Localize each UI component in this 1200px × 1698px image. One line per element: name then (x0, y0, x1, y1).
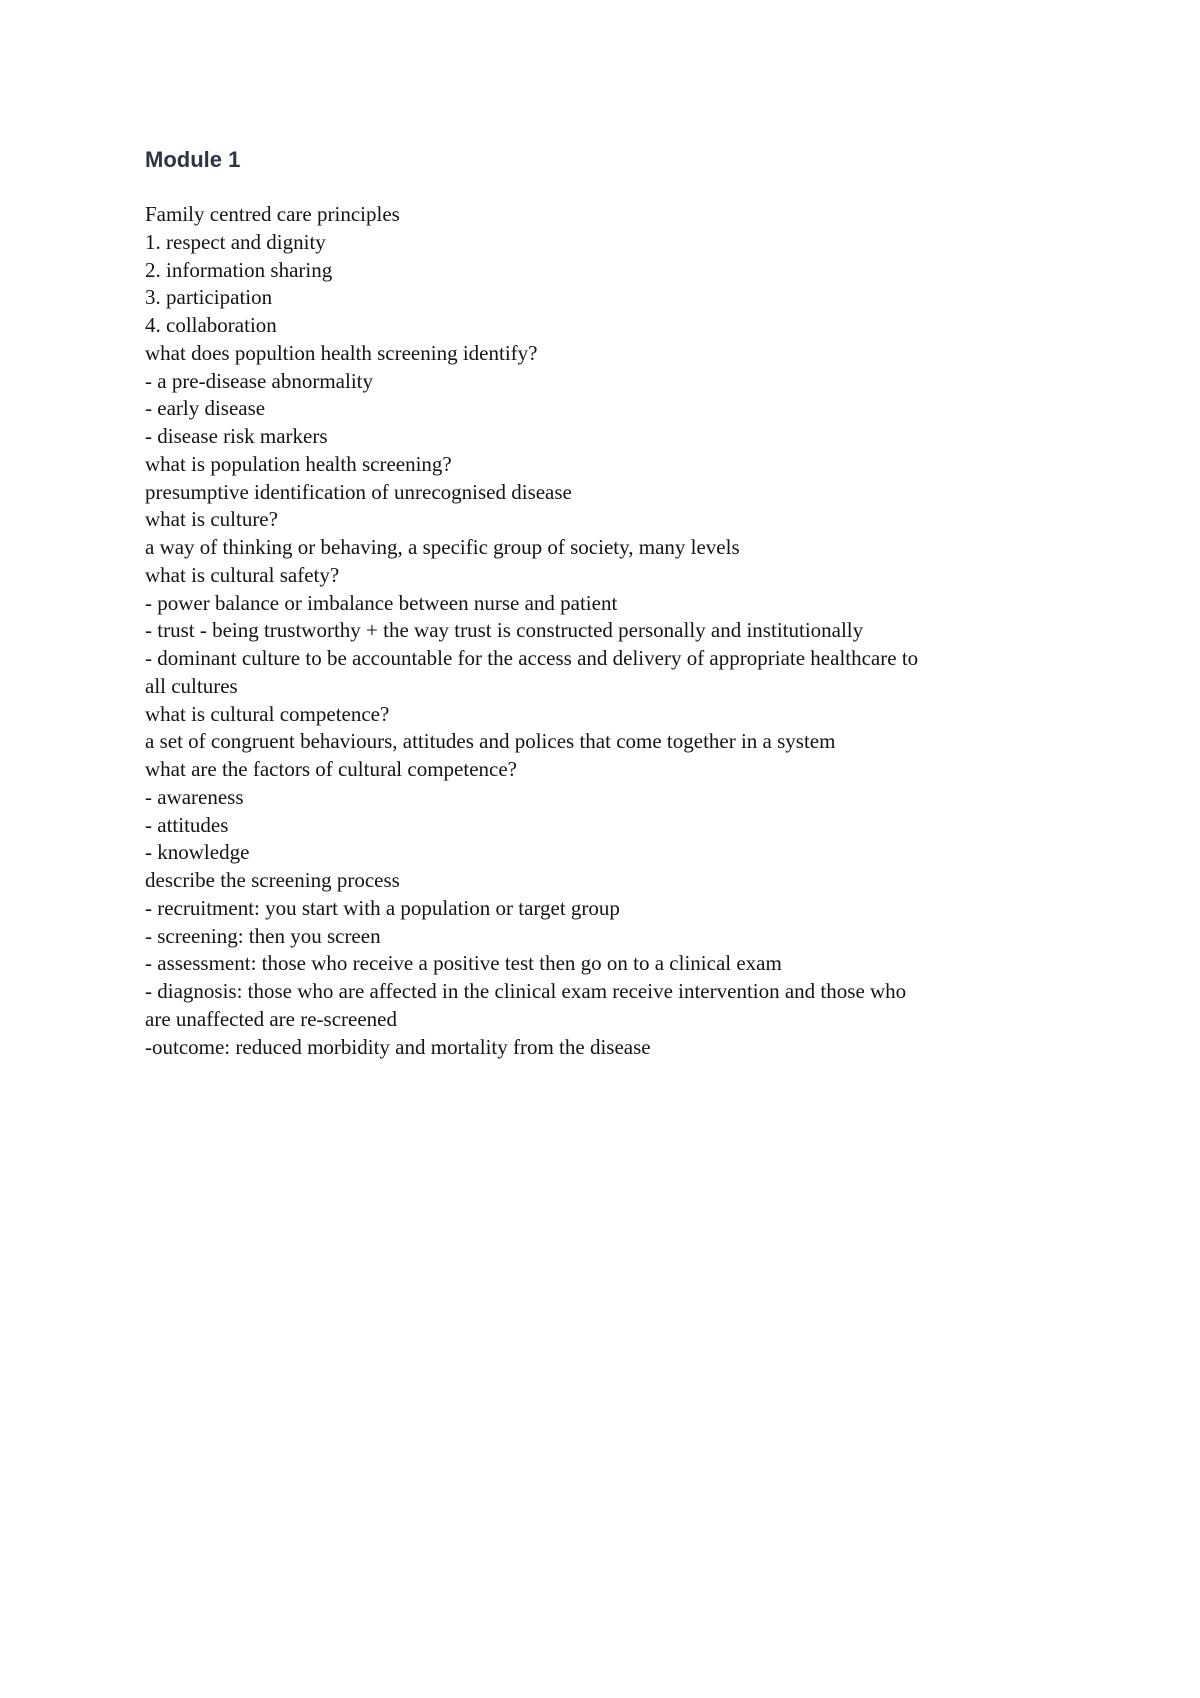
note-line: are unaffected are re-screened (145, 1006, 397, 1031)
note-line: - a pre-disease abnormality (145, 368, 373, 393)
note-line: - power balance or imbalance between nurse and patient (145, 590, 618, 615)
note-line: - diagnosis: those who are affected in the clinical exam receive intervention and those who (145, 979, 907, 1003)
note-line: what does popultion health screening identify? (145, 340, 538, 365)
note-line: 3. participation (145, 285, 273, 310)
note-line: -outcome: reduced morbidity and mortality from the disease (145, 1034, 651, 1059)
note-line: - screening: then you screen (145, 923, 381, 948)
module-heading: Module 1 (145, 147, 241, 172)
note-line: all cultures (145, 673, 238, 698)
note-line: - awareness (145, 784, 244, 809)
note-line: what is cultural competence? (145, 701, 390, 726)
note-line: a set of congruent behaviours, attitudes and polices that come together in a system (145, 729, 836, 754)
note-line: what is population health screening? (145, 451, 452, 476)
note-line: Family centred care principles (145, 202, 400, 226)
note-line: 2. information sharing (145, 257, 333, 282)
note-line: - knowledge (145, 840, 250, 865)
note-line: - recruitment: you start with a population or target group (145, 895, 620, 920)
note-line: - attitudes (145, 812, 229, 837)
note-line: what is culture? (145, 507, 278, 532)
note-line: 4. collaboration (145, 313, 277, 337)
note-line: what is cultural safety? (145, 562, 340, 587)
note-line: - dominant culture to be accountable for the access and delivery of appropriate healthcare to (145, 646, 919, 670)
notes-body (145, 201, 1065, 1061)
note-line: what are the factors of cultural competence? (145, 757, 517, 781)
note-line: - disease risk markers (145, 424, 328, 448)
note-line: presumptive identification of unrecognised disease (145, 479, 572, 504)
note-line: describe the screening process (145, 868, 400, 892)
note-line: - early disease (145, 396, 266, 421)
note-line: a way of thinking or behaving, a specific group of society, many levels (145, 535, 740, 559)
note-line: - trust - being trustworthy + the way trust is constructed personally and institutionally (145, 618, 864, 643)
note-line: - assessment: those who receive a positive test then go on to a clinical exam (145, 951, 782, 976)
note-line: 1. respect and dignity (145, 229, 326, 254)
